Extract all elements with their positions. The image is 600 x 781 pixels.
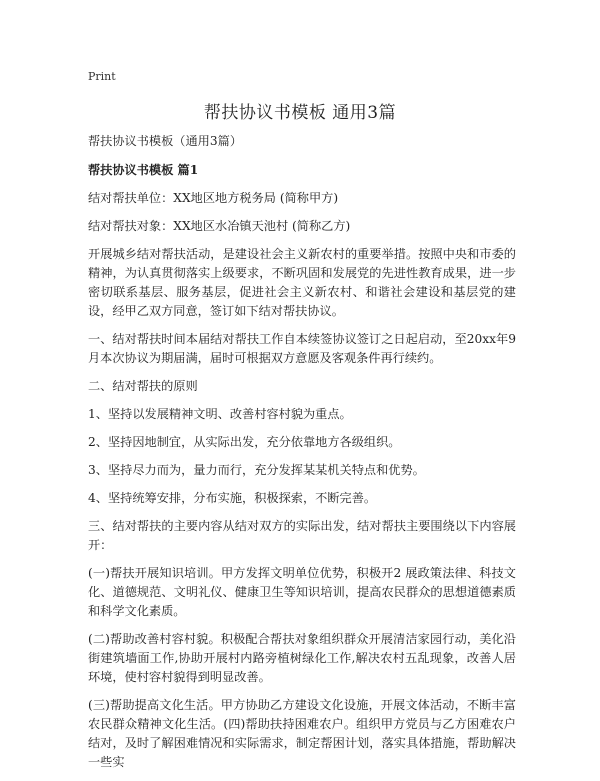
- paragraph: 开展城乡结对帮扶活动，是建设社会主义新农村的重要举措。按照中央和市委的精神，为认真贯彻落实上级要求，不断巩固和发展党的先进性教育成果，进一步密切联系基层、服务基层，促进社会主义新农村、和谐社会建设和基层党的建设，经甲乙双方同意，签订如下结对帮扶协议。: [88, 247, 516, 318]
- paragraph: 2、坚持因地制宜，从实际出发，充分依靠地方各级组织。: [88, 435, 401, 449]
- section-heading: 帮扶协议书模板 篇1: [88, 163, 199, 177]
- document-body: [88, 132, 516, 781]
- print-link[interactable]: Print: [88, 70, 116, 83]
- paragraph: 结对帮扶对象：XX地区水冶镇天池村 (简称乙方): [88, 219, 351, 233]
- paragraph: 一、结对帮扶时间本届结对帮扶工作自本续签协议签订之日起启动，至20xx年9月本次协议为期届满，届时可根据双方意愿及客观条件再行续约。: [88, 332, 516, 365]
- document-title: 帮扶协议书模板 通用3篇: [203, 103, 397, 123]
- paragraph: 1、坚持以发展精神文明、改善村容村貌为重点。: [88, 407, 352, 421]
- paragraph: (三)帮助提高文化生活。甲方协助乙方建设文化设施，开展文体活动，不断丰富农民群众精神文化生活。(四)帮助扶持困难农户。组织甲方党员与乙方困难农户结对，及时了解困难情况和实际需求，制定帮困计划，落实具体措施，帮助解决一些实: [88, 698, 516, 769]
- paragraph: 结对帮扶单位：XX地区地方税务局 (简称甲方): [88, 191, 339, 205]
- paragraph: 3、坚持尽力而为，量力而行，充分发挥某某机关特点和优势。: [88, 463, 425, 477]
- paragraph: (二)帮助改善村容村貌。积极配合帮扶对象组织群众开展清洁家园行动，美化沿街建筑墙面工作,协助开展村内路旁植树绿化工作,解决农村五乱现象，改善人居环境，使村容村貌得到明显改善。: [88, 632, 516, 684]
- document-subtitle: 帮扶协议书模板（通用3篇）: [88, 134, 243, 148]
- paragraph: 4、坚持统筹安排，分布实施，积极探索，不断完善。: [88, 491, 377, 505]
- paragraph: 二、结对帮扶的原则: [88, 379, 198, 393]
- paragraph: (一)帮扶开展知识培训。甲方发挥文明单位优势，积极开2 展政策法律、科技文化、道德规范、文明礼仪、健康卫生等知识培训，提高农民群众的思想道德素质和科学文化素质。: [88, 566, 516, 618]
- paragraph: 三、结对帮扶的主要内容从结对双方的实际出发，结对帮扶主要围绕以下内容展开：: [88, 519, 516, 552]
